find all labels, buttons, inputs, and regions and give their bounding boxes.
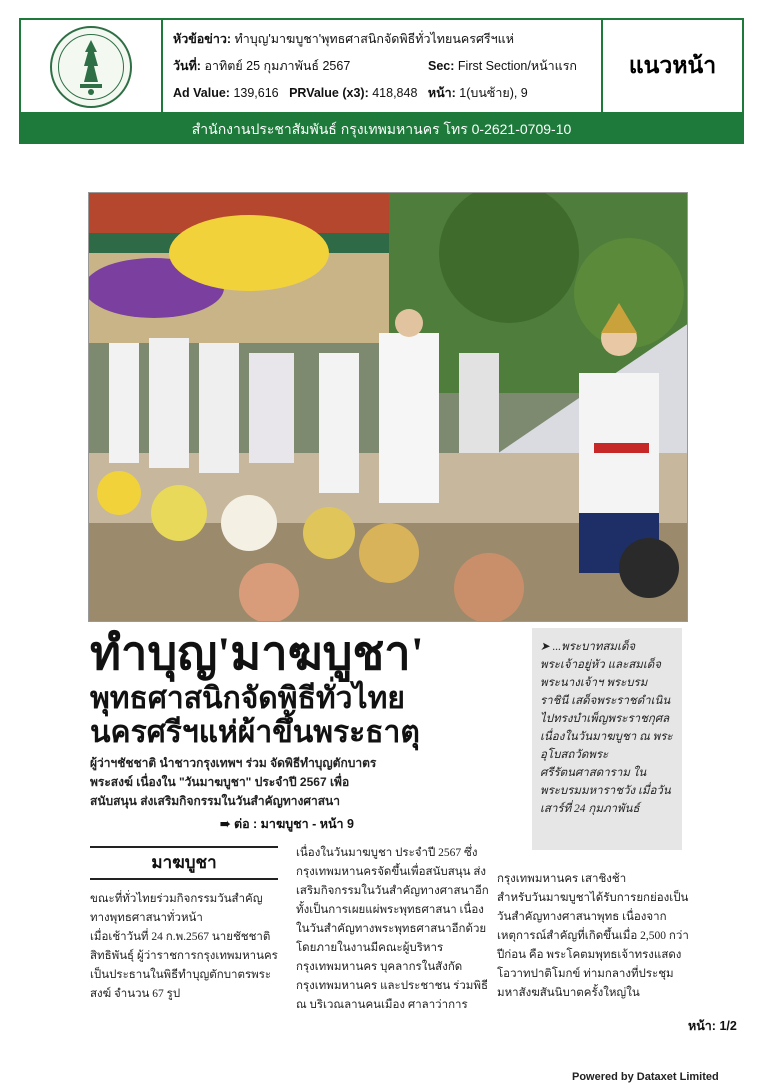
page-number: หน้า: 1/2 bbox=[688, 1019, 737, 1033]
sub-headline-1: พุทธศาสนิกจัดพิธีทั่วไทย bbox=[90, 682, 405, 715]
publication-name: แนวหน้า bbox=[628, 52, 717, 78]
clipping-header bbox=[19, 18, 744, 145]
office-bar: สำนักงานประชาสัมพันธ์ กรุงเทพมหานคร โทร 0-2621-0709-10 bbox=[19, 114, 744, 144]
body-column-2: เนื่องในวันมาฆบูชา ประจำปี 2567 ซึ่งกรุงเทพมหานครจัดขึ้นเพื่อสนับสนุน ส่งเสริมกิจกรรมในวันสำคัญทางศาสนาอีกทั้งเป็นการเผยแผ่พระพุทธศาสนา เนื่องในวันสำคัญทางพระพุทธศาสนาอีกด้วย โดยภายในงานมีคณะผู้บริหารกรุงเทพมหานคร บุคลากรในสังกัดกรุงเทพมหานคร และประชาชน ร่วมพิธี ณ บริเวณลานคนเมือง ศาลาว่าการ bbox=[296, 847, 489, 1011]
sub-headline-2: นครศรีฯแห่ผ้าขึ้นพระธาตุ bbox=[90, 716, 420, 749]
lead-paragraph: ผู้ว่าฯชัชชาติ นำชาวกรุงเทพฯ ร่วม จัดพิธีทำบุญตักบาตรพระสงฆ์ เนื่องใน "วันมาฆบูชา" ประจำปี 2567 เพื่อสนับสนุน ส่งเสริมกิจกรรมในวันสำคัญทางศาสนา bbox=[90, 756, 377, 808]
continued-note: ➠ ต่อ : มาฆบูชา - หน้า 9 bbox=[220, 817, 354, 831]
value-row: Ad Value: 139,616 PRValue (x3): 418,848 หน้า: 1(บนซ้าย), 9 bbox=[173, 86, 528, 100]
header-box bbox=[19, 18, 744, 114]
photo-caption: ➤ ...พระบาทสมเด็จพระเจ้าอยู่หัว และสมเด็จพระนางเจ้าฯ พระบรมราชินี เสด็จพระราชดำเนินไปทรงบำเพ็ญพระราชกุศล เนื่องในวันมาฆบูชา ณ พระอุโบสถวัดพระศรีรัตนศาสดาราม ในพระบรมมหาราชวัง เมื่อวันเสาร์ที่ 24 กุมภาพันธ์ bbox=[532, 628, 682, 850]
news-photo bbox=[88, 192, 688, 622]
body-column-1: ขณะที่ทั่วไทยร่วมกิจกรรมวันสำคัญทางพุทธศาสนาทั่วหน้า เมื่อเช้าวันที่ 24 ก.พ.2567 นายชัชชาติ สิทธิพันธุ์ ผู้ว่าราชการกรุงเทพมหานคร เป็นประธานในพิธีทำบุญตักบาตรพระสงฆ์ จำนวน 67 รูป bbox=[90, 893, 278, 1000]
clipping-info bbox=[163, 20, 603, 112]
main-headline: ทำบุญ'มาฆบูชา' bbox=[90, 628, 424, 680]
powered-by: Powered by Dataxet Limited bbox=[572, 1071, 719, 1083]
section-title: มาฆบูชา bbox=[90, 846, 278, 880]
headline-row: หัวข้อข่าว: ทำบุญ'มาฆบูชา'พุทธศาสนิกจัดพิธีทั่วไทยนครศรีฯแห่ bbox=[173, 32, 514, 46]
logo-cell bbox=[21, 20, 163, 112]
date-row: วันที่: อาทิตย์ 25 กุมภาพันธ์ 2567 Sec: First Section/หน้าแรก bbox=[173, 59, 577, 73]
body-column-3: กรุงเทพมหานคร เสาชิงช้า สำหรับวันมาฆบูชาได้รับการยกย่องเป็นวันสำคัญทางศาสนาพุทธ เนื่องจากเหตุการณ์สำคัญที่เกิดขึ้นเมื่อ 2,500 กว่าปีก่อน คือ พระโคตมพุทธเจ้าทรงแสดงโอวาทปาติโมกข์ ท่ามกลางที่ประชุมมหาสังฆสันนิบาตครั้งใหญ่ใน bbox=[497, 873, 689, 999]
bma-seal-icon bbox=[50, 26, 132, 108]
